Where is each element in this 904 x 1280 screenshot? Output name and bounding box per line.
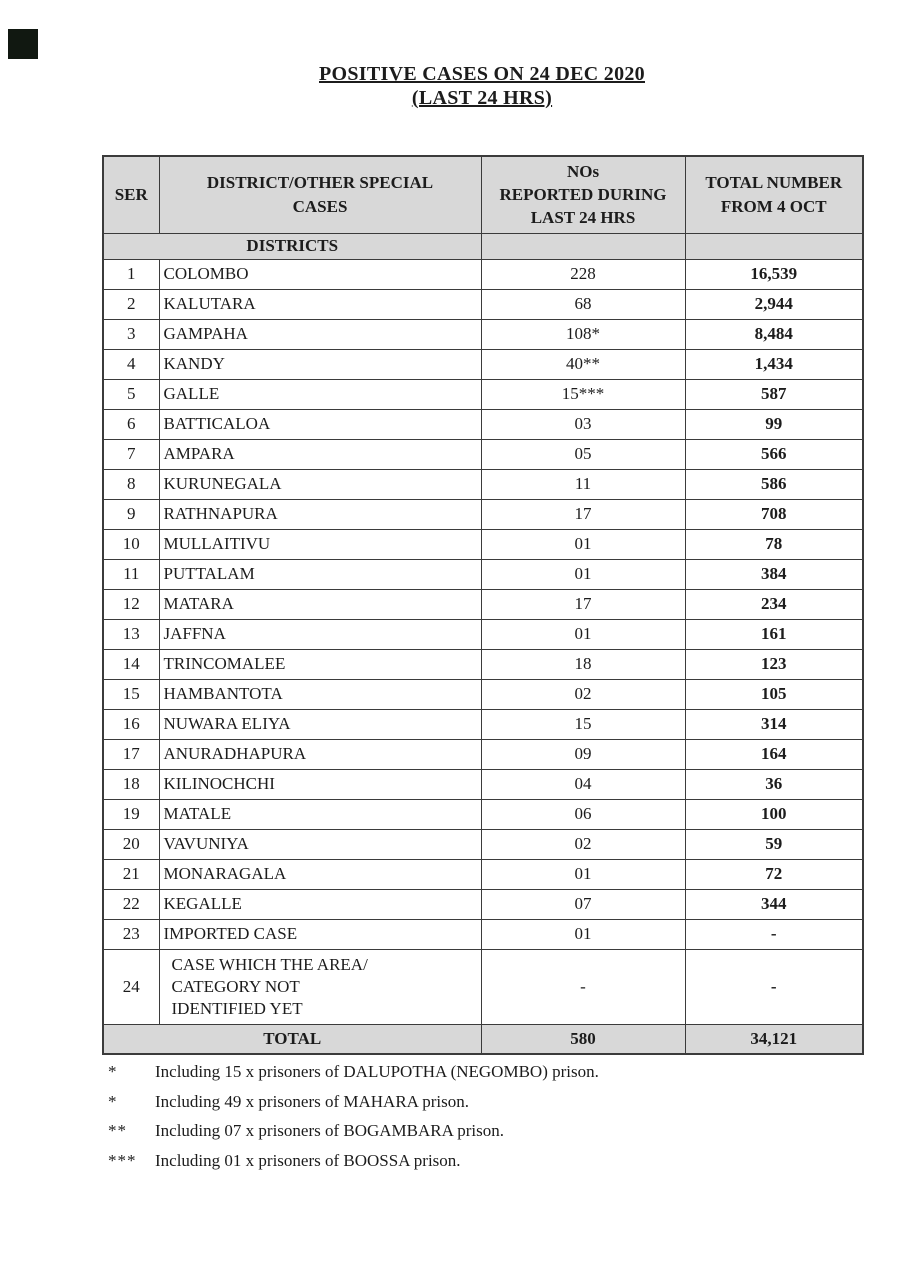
total-row bbox=[103, 1024, 863, 1054]
header-line: CASES bbox=[292, 196, 348, 216]
cell-district: KANDY bbox=[159, 349, 481, 379]
cell-total: 100 bbox=[685, 799, 863, 829]
cell-district: AMPARA bbox=[159, 439, 481, 469]
cell-ser: 14 bbox=[103, 649, 159, 679]
cell-total: 8,484 bbox=[685, 319, 863, 349]
table-row bbox=[103, 529, 863, 559]
cell-ser: 19 bbox=[103, 799, 159, 829]
header-line: NOs bbox=[566, 161, 600, 181]
cell-total: 16,539 bbox=[685, 259, 863, 289]
cell-total: 2,944 bbox=[685, 289, 863, 319]
table-row bbox=[103, 919, 863, 949]
cell-nos: 03 bbox=[481, 409, 685, 439]
footnote bbox=[108, 1092, 868, 1122]
cell-nos: 15 bbox=[481, 709, 685, 739]
total-sum-value: 34,121 bbox=[685, 1024, 863, 1054]
table-row bbox=[103, 439, 863, 469]
cell-ser: 21 bbox=[103, 859, 159, 889]
table-row bbox=[103, 649, 863, 679]
cell-district: COLOMBO bbox=[159, 259, 481, 289]
footnote-text: Including 15 x prisoners of DALUPOTHA (NEGOMBO) prison. bbox=[155, 1062, 599, 1081]
cell-nos: 18 bbox=[481, 649, 685, 679]
cell-ser: 1 bbox=[103, 259, 159, 289]
cell-ser: 12 bbox=[103, 589, 159, 619]
cell-nos: 07 bbox=[481, 889, 685, 919]
cell-nos: 15*** bbox=[481, 379, 685, 409]
header-ser bbox=[103, 156, 159, 233]
cell-district: MULLAITIVU bbox=[159, 529, 481, 559]
table-row bbox=[103, 679, 863, 709]
cell-nos: 01 bbox=[481, 529, 685, 559]
table-row bbox=[103, 499, 863, 529]
cell-ser: 20 bbox=[103, 829, 159, 859]
header-line: SER bbox=[114, 185, 148, 205]
footnote-text: Including 49 x prisoners of MAHARA prison. bbox=[155, 1091, 470, 1111]
cell-nos: - bbox=[481, 949, 685, 1024]
cell-district: BATTICALOA bbox=[159, 409, 481, 439]
cell-district: RATHNAPURA bbox=[159, 499, 481, 529]
cell-district: KEGALLE bbox=[159, 889, 481, 919]
cell-district: NUWARA ELIYA bbox=[159, 709, 481, 739]
table-row bbox=[103, 889, 863, 919]
cell-ser: 15 bbox=[103, 679, 159, 709]
footnote bbox=[108, 1121, 868, 1151]
cell-nos: 06 bbox=[481, 799, 685, 829]
cell-ser: 9 bbox=[103, 499, 159, 529]
table-row bbox=[103, 559, 863, 589]
cell-nos: 02 bbox=[481, 829, 685, 859]
table-row bbox=[103, 259, 863, 289]
cell-ser: 8 bbox=[103, 469, 159, 499]
cell-ser: 5 bbox=[103, 379, 159, 409]
footnote-marker: *** bbox=[108, 1150, 137, 1170]
cell-total: 164 bbox=[685, 739, 863, 769]
table-row bbox=[103, 409, 863, 439]
cell-ser: 13 bbox=[103, 619, 159, 649]
cell-ser: 4 bbox=[103, 349, 159, 379]
footnote bbox=[108, 1151, 868, 1181]
total-nos-value: 580 bbox=[481, 1024, 685, 1054]
cell-total: 36 bbox=[685, 769, 863, 799]
cell-district: IMPORTED CASE bbox=[159, 919, 481, 949]
table-row bbox=[103, 709, 863, 739]
cell-nos: 68 bbox=[481, 289, 685, 319]
cell-nos: 01 bbox=[481, 559, 685, 589]
cell-ser: 16 bbox=[103, 709, 159, 739]
footnote-marker: * bbox=[108, 1091, 118, 1111]
cell-district: KURUNEGALA bbox=[159, 469, 481, 499]
positive-cases-table bbox=[102, 155, 864, 1055]
header-line: REPORTED DURING bbox=[499, 185, 667, 205]
table-row bbox=[103, 769, 863, 799]
cell-district: CASE WHICH THE AREA/ CATEGORY NOT IDENTIFIED YET bbox=[159, 949, 481, 1024]
cell-district: MONARAGALA bbox=[159, 859, 481, 889]
table-row bbox=[103, 469, 863, 499]
cell-nos: 228 bbox=[481, 259, 685, 289]
header-total bbox=[685, 156, 863, 233]
cell-ser: 17 bbox=[103, 739, 159, 769]
cell-ser: 24 bbox=[103, 949, 159, 1024]
cell-district: KALUTARA bbox=[159, 289, 481, 319]
scan-corner-mark bbox=[8, 29, 38, 59]
cell-ser: 7 bbox=[103, 439, 159, 469]
page-title bbox=[102, 62, 862, 110]
header-line: DISTRICT/OTHER SPECIAL bbox=[206, 173, 434, 193]
cell-district: GALLE bbox=[159, 379, 481, 409]
cell-ser: 3 bbox=[103, 319, 159, 349]
cell-total: 105 bbox=[685, 679, 863, 709]
cell-total: 314 bbox=[685, 709, 863, 739]
cell-district: TRINCOMALEE bbox=[159, 649, 481, 679]
cell-total: 99 bbox=[685, 409, 863, 439]
cell-district: KILINOCHCHI bbox=[159, 769, 481, 799]
header-district bbox=[159, 156, 481, 233]
cell-district: VAVUNIYA bbox=[159, 829, 481, 859]
cell-total: 234 bbox=[685, 589, 863, 619]
cell-total: 344 bbox=[685, 889, 863, 919]
cell-total: 1,434 bbox=[685, 349, 863, 379]
table-row bbox=[103, 619, 863, 649]
cell-total: 161 bbox=[685, 619, 863, 649]
total-label: TOTAL bbox=[103, 1024, 481, 1054]
cell-nos: 05 bbox=[481, 439, 685, 469]
table-row bbox=[103, 739, 863, 769]
header-line: FROM 4 OCT bbox=[720, 196, 827, 216]
footnote-marker: * bbox=[108, 1062, 118, 1081]
table-body bbox=[103, 259, 863, 1024]
cell-ser: 6 bbox=[103, 409, 159, 439]
cell-ser: 22 bbox=[103, 889, 159, 919]
cell-nos: 04 bbox=[481, 769, 685, 799]
footnote-marker: ** bbox=[108, 1121, 127, 1140]
section-empty-cell bbox=[481, 233, 685, 259]
footnote-text: Including 07 x prisoners of BOGAMBARA prison. bbox=[155, 1121, 504, 1140]
table-row bbox=[103, 859, 863, 889]
cell-district: GAMPAHA bbox=[159, 319, 481, 349]
districts-section-row bbox=[103, 233, 863, 259]
footnote-text: Including 01 x prisoners of BOOSSA prison. bbox=[155, 1150, 461, 1170]
cell-district: MATARA bbox=[159, 589, 481, 619]
table-row bbox=[103, 829, 863, 859]
cell-district: PUTTALAM bbox=[159, 559, 481, 589]
title-line-2: (LAST 24 HRS) bbox=[411, 87, 553, 109]
cell-total: 59 bbox=[685, 829, 863, 859]
title-line-1: POSITIVE CASES ON 24 DEC 2020 bbox=[319, 63, 645, 85]
section-empty-cell bbox=[685, 233, 863, 259]
cell-nos: 11 bbox=[481, 469, 685, 499]
cell-total: 384 bbox=[685, 559, 863, 589]
footnotes bbox=[108, 1062, 868, 1180]
cell-total: 586 bbox=[685, 469, 863, 499]
cell-total: 587 bbox=[685, 379, 863, 409]
cell-nos: 40** bbox=[481, 349, 685, 379]
cell-district: ANURADHAPURA bbox=[159, 739, 481, 769]
cell-total: 78 bbox=[685, 529, 863, 559]
cell-district: HAMBANTOTA bbox=[159, 679, 481, 709]
header-nos bbox=[481, 156, 685, 233]
table-row bbox=[103, 379, 863, 409]
cell-nos: 09 bbox=[481, 739, 685, 769]
cell-nos: 01 bbox=[481, 859, 685, 889]
cell-ser: 11 bbox=[103, 559, 159, 589]
cell-ser: 18 bbox=[103, 769, 159, 799]
cell-total: 123 bbox=[685, 649, 863, 679]
header-line: LAST 24 HRS bbox=[530, 208, 636, 228]
cell-district: MATALE bbox=[159, 799, 481, 829]
table-header-row bbox=[103, 156, 863, 233]
cell-ser: 10 bbox=[103, 529, 159, 559]
cell-total: 566 bbox=[685, 439, 863, 469]
cell-total: 72 bbox=[685, 859, 863, 889]
cell-nos: 01 bbox=[481, 619, 685, 649]
cell-nos: 17 bbox=[481, 499, 685, 529]
table-row bbox=[103, 589, 863, 619]
table-row bbox=[103, 949, 863, 1024]
cell-district: JAFFNA bbox=[159, 619, 481, 649]
cell-nos: 01 bbox=[481, 919, 685, 949]
table-row bbox=[103, 319, 863, 349]
cell-total: - bbox=[685, 949, 863, 1024]
table-row bbox=[103, 289, 863, 319]
cell-nos: 02 bbox=[481, 679, 685, 709]
footnote bbox=[108, 1062, 868, 1092]
table-row bbox=[103, 799, 863, 829]
table-row bbox=[103, 349, 863, 379]
section-label: DISTRICTS bbox=[103, 233, 481, 259]
cell-ser: 2 bbox=[103, 289, 159, 319]
cell-ser: 23 bbox=[103, 919, 159, 949]
cell-nos: 17 bbox=[481, 589, 685, 619]
cell-total: 708 bbox=[685, 499, 863, 529]
cell-total: - bbox=[685, 919, 863, 949]
header-line: TOTAL NUMBER bbox=[705, 173, 843, 193]
cell-nos: 108* bbox=[481, 319, 685, 349]
